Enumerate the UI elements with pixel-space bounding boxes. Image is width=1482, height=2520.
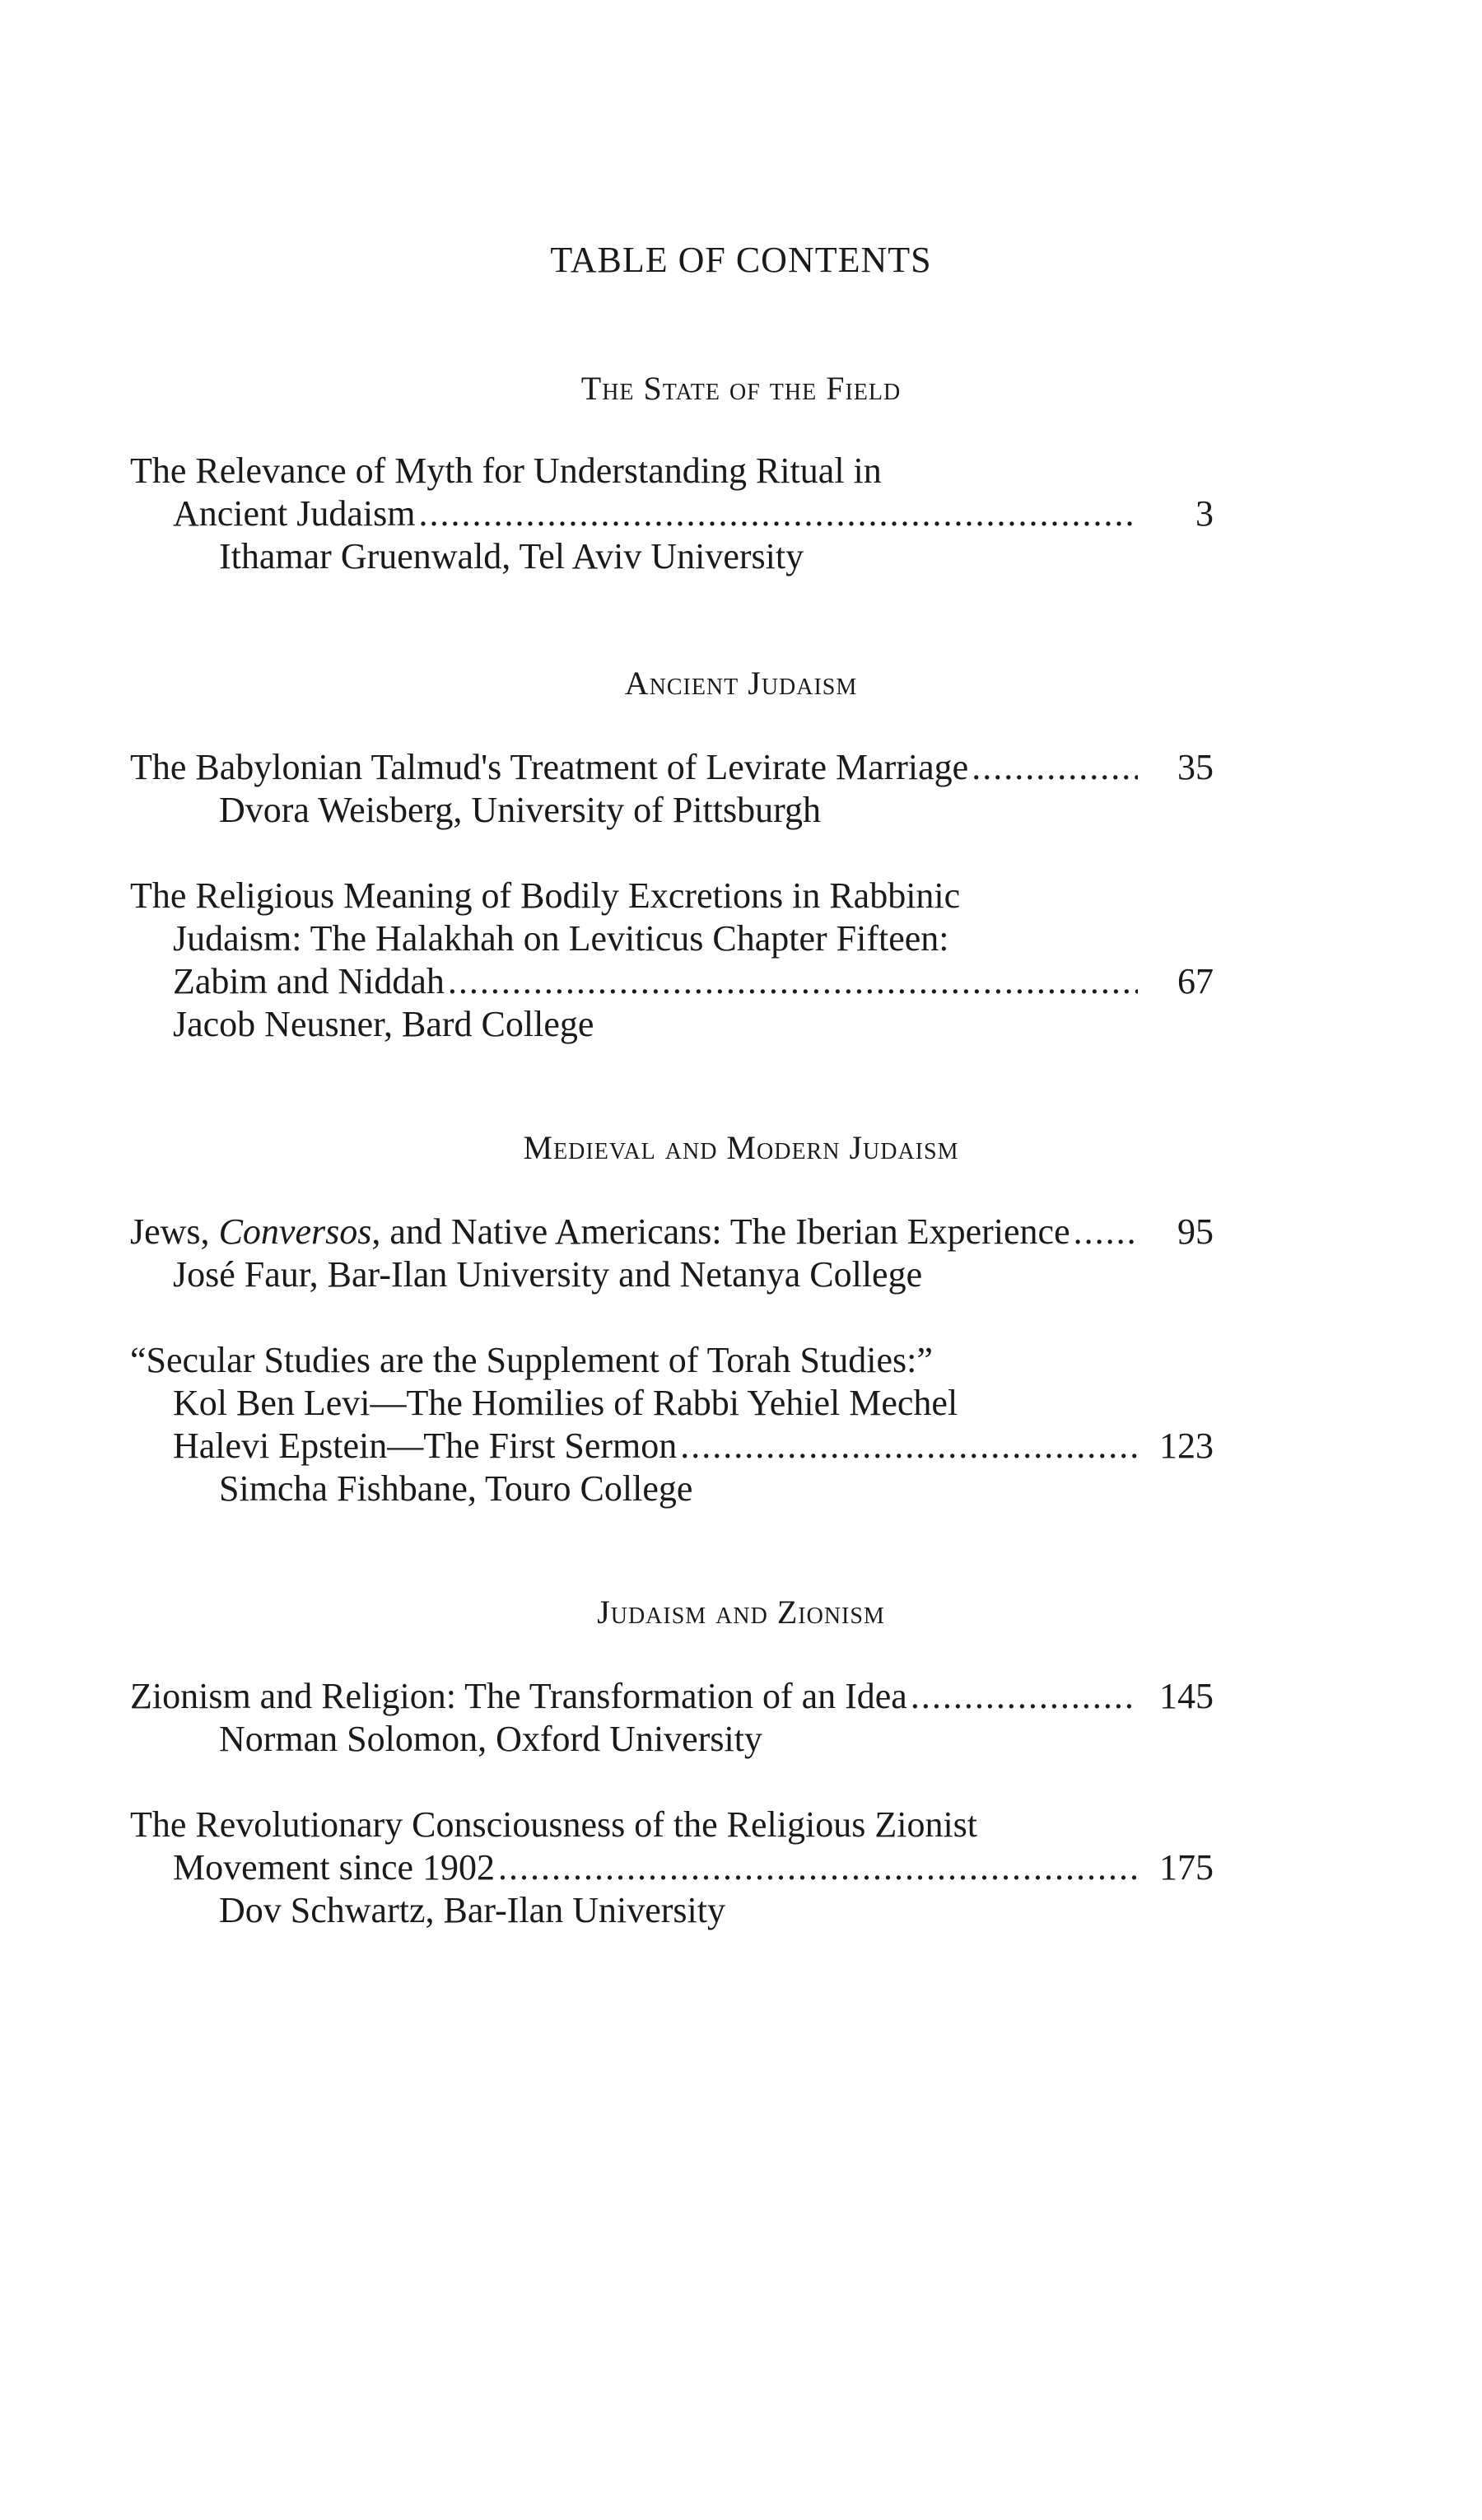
toc-entry[interactable] — [130, 1804, 1214, 1932]
toc-entry[interactable] — [130, 1675, 1214, 1761]
dot-leader — [448, 960, 1138, 1003]
toc-entry[interactable] — [130, 450, 1214, 578]
toc-entry[interactable] — [130, 1211, 1214, 1296]
page-number: 175 — [1159, 1847, 1214, 1888]
page-number: 123 — [1159, 1426, 1214, 1466]
section-heading-judaism-and-zionism: Judaism and Zionism — [597, 1594, 885, 1631]
section-heading-medieval-modern-judaism: Medieval and Modern Judaism — [523, 1129, 959, 1166]
entry-title-line: Zionism and Religion: The Transformation of an Idea — [130, 1676, 907, 1716]
page-number: 3 — [1195, 493, 1214, 534]
entry-title-line: Movement since 1902 — [173, 1847, 496, 1888]
entry-author: Norman Solomon, Oxford University — [219, 1719, 762, 1759]
entry-author: Dvora Weisberg, University of Pittsburgh — [219, 790, 821, 830]
dot-leader — [911, 1675, 1138, 1718]
section-heading-state-of-the-field: The State of the Field — [580, 370, 902, 407]
entry-title-line: The Religious Meaning of Bodily Excretions in Rabbinic — [130, 875, 961, 916]
entry-title-line: Judaism: The Halakhah on Leviticus Chapter Fifteen: — [173, 918, 949, 959]
toc-entry[interactable] — [130, 1339, 1214, 1510]
entry-title-line: The Revolutionary Consciousness of the Religious Zionist — [130, 1804, 978, 1845]
entry-title-line: Ancient Judaism — [173, 493, 416, 534]
entry-title-line: Kol Ben Levi—The Homilies of Rabbi Yehiel Mechel — [173, 1383, 958, 1423]
entry-author: Dov Schwartz, Bar-Ilan University — [219, 1890, 725, 1930]
page-number: 95 — [1177, 1211, 1214, 1252]
page-number: 145 — [1159, 1676, 1214, 1716]
entry-title-line: Zabim and Niddah — [173, 961, 445, 1001]
section-heading-ancient-judaism: Ancient Judaism — [624, 665, 858, 702]
entry-author: Simcha Fishbane, Touro College — [219, 1468, 693, 1509]
toc-entry[interactable] — [130, 746, 1214, 832]
dot-leader — [498, 1846, 1138, 1889]
italic-term: Conversos — [218, 1211, 372, 1252]
entry-title-line: “Secular Studies are the Supplement of Torah Studies:” — [130, 1340, 933, 1380]
entry-title-line: Halevi Epstein—The First Sermon — [173, 1426, 678, 1466]
entry-title-line: The Relevance of Myth for Understanding Ritual in — [130, 450, 882, 491]
entry-author: José Faur, Bar-Ilan University and Netanya College — [173, 1254, 923, 1295]
entry-title-line: Jews, Conversos, and Native Americans: The Iberian Experience — [130, 1211, 1070, 1252]
dot-leader — [1074, 1211, 1138, 1253]
page-number: 35 — [1177, 747, 1214, 787]
page-number: 67 — [1177, 961, 1214, 1001]
entry-title-line: The Babylonian Talmud's Treatment of Levirate Marriage — [130, 747, 969, 787]
dot-leader — [419, 492, 1138, 535]
toc-entry[interactable] — [130, 875, 1214, 1046]
dot-leader — [972, 746, 1138, 789]
entry-author: Ithamar Gruenwald, Tel Aviv University — [219, 536, 804, 576]
page-title: TABLE OF CONTENTS — [550, 240, 932, 280]
dot-leader — [680, 1425, 1138, 1468]
entry-author: Jacob Neusner, Bard College — [173, 1004, 594, 1044]
